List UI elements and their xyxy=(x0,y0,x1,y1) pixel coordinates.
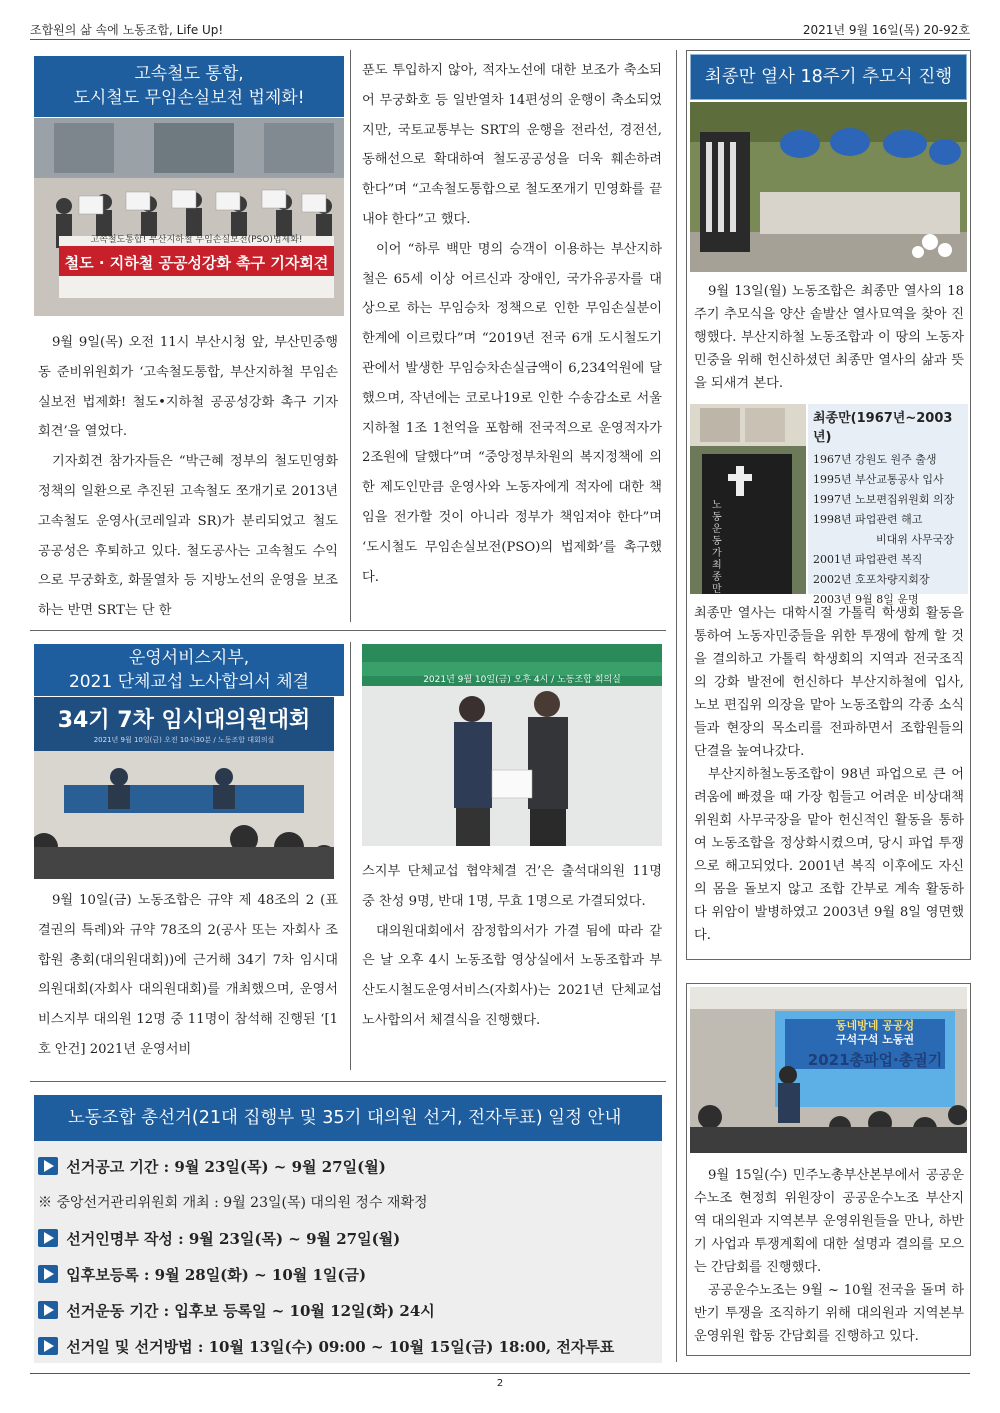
column-divider xyxy=(350,50,351,622)
article1-title-line2: 도시철도 무임손실보전 법제화! xyxy=(73,88,305,108)
election-item-text: 선거공고 기간 : 9월 23일(목) ~ 9월 27일(월) xyxy=(66,1158,386,1176)
paragraph: 부산지하철노동조합이 98년 파업으로 큰 어려움에 빠졌을 때 가장 힘들고 어려운 비상대책위원회 사무국장을 맡아 헌신적인 활동을 통하여 노동조합을 정상화시켰으며, 당시 파업 투쟁으로 해고되었다. 2001년 복직 이후에도 자신의 몸을 돌보지 않고 조합 간부로 계속 활동하다 위암이 발병하였고 2003년 9월 8일 영면했다. xyxy=(694,767,964,943)
bio-entry: 1967년 강원도 원주 출생 xyxy=(813,453,937,466)
meeting-banner-title: 34기 7차 임시대의원대회 xyxy=(57,708,311,733)
section-divider xyxy=(30,630,666,631)
column-divider xyxy=(350,642,351,1070)
article2-title xyxy=(34,644,344,696)
paragraph: 스지부 단체교섭 협약체결 건’은 출석대의원 11명 중 찬성 9명, 반대 1명, 무효 1명으로 가결되었다. xyxy=(362,864,662,909)
memorial-stone-inscription: 노동운동가 최종만 xyxy=(712,500,722,594)
delegates-meeting-photo xyxy=(34,697,334,879)
play-arrow-icon xyxy=(38,1301,58,1319)
paragraph: 9월 15일(수) 민주노총부산본부에서 공공운수노조 현정희 위원장이 공공운수노조 부산지역 대의원과 지역본부 운영위원들을 만나, 하반기 사업과 투쟁계획에 대한 설명과 결의를 모으는 간담회를 진행했다. xyxy=(694,1168,964,1275)
banner-title: 철도 · 지하철 공공성강화 촉구 기자회견 xyxy=(64,254,329,272)
article1-title-line1: 고속철도 통합, xyxy=(134,64,244,84)
article1-title xyxy=(34,56,344,117)
paragraph: 푼도 투입하지 않아, 적자노선에 대한 보조가 축소되어 무궁화호 등 일반열차 14편성의 운행이 축소되었지만, 국토교통부는 SRT의 운행을 전라선, 경전선, 동해선으로 확대하여 철도공공성을 더욱 훼손하려 한다”며 “고속철도통합으로 철도쪼개기 민영화를 끝내야 한다”고 했다. xyxy=(362,63,662,227)
article2-title-line2: 2021 단체교섭 노사합의서 체결 xyxy=(68,672,310,692)
election-schedule-title: 노동조합 총선거(21대 집행부 및 35기 대의원 선거, 전자투표) 일정 안내 xyxy=(34,1095,662,1141)
bio-entry: 2002년 호포차량지회장 xyxy=(813,573,930,586)
press-conference-photo xyxy=(34,118,344,316)
paragraph: 기자회견 참가자들은 “박근혜 정부의 철도민영화 정책의 일환으로 추진된 고속철도 쪼개기로 2013년 고속철도 운영사(코레일과 SR)가 분리되었고 철도공공성은 후퇴하고 있다. 철도공사는 고속철도 수익으로 무궁화호, 화물열차 등 지방노선의 운영을 보조하는 반면 SRT는 단 한 xyxy=(38,454,338,619)
article2-body-right xyxy=(362,857,662,1036)
election-item xyxy=(38,1264,366,1286)
header-issue-date: 2021년 9월 16일(목) 20-92호 xyxy=(802,23,970,37)
screen-slogan-3: 2021총파업·총궐기 xyxy=(807,1051,943,1069)
paragraph: 대의원대회에서 잠정합의서가 가결 됨에 따라 같은 날 오후 4시 노동조합 영상실에서 노동조합과 부산도시철도운영서비스(자회사)는 2021년 단체교섭 노사합의서 체결식을 진행했다. xyxy=(362,923,662,1028)
bio-entry: 2001년 파업관련 복직 xyxy=(813,553,923,566)
bio-entry: 1998년 파업관련 해고 xyxy=(813,513,923,526)
paragraph: 9월 13일(월) 노동조합은 최종만 열사의 18주기 추모식을 양산 솥발산 열사묘역을 찾아 진행했다. 부산지하철 노동조합과 이 땅의 노동자민중을 위해 헌신하셨던 최종만 열사의 삶과 뜻을 되새겨 본다. xyxy=(694,284,964,391)
paragraph: 최종만 열사는 대학시절 가톨릭 학생회 활동을 통하여 노동자민중들을 위한 투쟁에 함께 할 것을 결의하고 가톨릭 학생회의 지역과 전국조직의 강화 발전에 헌신하다 부산지하철에 입사, 노보 편집위 의장을 맡아 노동조합의 각종 소식들과 현장의 목소리를 전파하면서 조합원들의 단결을 높여나갔다. xyxy=(694,606,964,759)
screen-slogan-2: 구석구석 노동권 xyxy=(835,1033,915,1046)
bio-entry: 1997년 노보편집위원회 의장 xyxy=(813,493,955,506)
agreement-signing-photo xyxy=(362,644,662,846)
paragraph: 이어 “하루 백만 명의 승객이 이용하는 부산지하철은 65세 이상 어르신과 장애인, 국가유공자를 대상으로 하는 무임승차 정책으로 인한 무임손실분이 한계에 이르렀다”며 “2019년 전국 6개 도시철도기관에서 발생한 무임승차손실금액이 6,234억원에 달했으며, 작년에는 코로나19로 인한 수송감소로 서울지하철 1조 1천억을 포함해 전국적으로 운영적자가 2조원에 달했다”며 “중앙정부차원의 복지정책에 의한 제도인만큼 운영사와 노동자에게 적자에 대한 책임을 전가할 것이 아니라 정부가 책임져야 한다”며 ‘도시철도 무임손실보전(PSO)의 법제화’를 촉구했다. xyxy=(362,241,662,585)
page-header xyxy=(30,18,970,40)
bio-name: 최종만(1967년~2003년) xyxy=(813,411,953,445)
bio-entry: 비대위 사무국장 xyxy=(876,533,954,546)
bio-box xyxy=(808,404,968,606)
election-item-text: 선거인명부 작성 : 9월 23일(목) ~ 9월 27일(월) xyxy=(66,1230,401,1248)
election-item xyxy=(38,1336,614,1358)
play-arrow-icon xyxy=(38,1157,58,1175)
election-item-text: 입후보등록 : 9월 28일(화) ~ 10월 1일(금) xyxy=(66,1266,367,1284)
election-item-text: 선거일 및 선거방법 : 10월 13일(수) 09:00 ~ 10월 15일(금) 18:00, 전자투표 xyxy=(66,1338,615,1356)
screen-slogan-1: 동네방네 공공성 xyxy=(835,1019,915,1032)
bio-entry: 1995년 부산교통공사 입사 xyxy=(813,473,944,486)
election-item xyxy=(38,1156,386,1178)
page-footer xyxy=(30,1373,970,1389)
play-arrow-icon xyxy=(38,1229,58,1247)
banner-subtitle: 고속철도통합! 부산지하철 무임손실보전(PSO)법제화! xyxy=(90,235,303,245)
election-item-text: 선거운동 기간 : 입후보 등록일 ~ 10월 12일(화) 24시 xyxy=(66,1302,435,1320)
memorial-ceremony-photo xyxy=(690,102,967,272)
bio-entry: 2003년 9월 8일 운명 xyxy=(813,593,919,606)
meeting-banner-subtitle: 2021년 9월 10일(금) 오전 10시30분 / 노동조합 대회의실 xyxy=(93,736,275,744)
signing-banner: 2021년 9월 10일(금) 오후 4시 / 노동조합 회의실 xyxy=(423,675,621,685)
column-divider xyxy=(676,50,677,1362)
header-slogan: 조합원의 삶 속에 노동조합, Life Up! xyxy=(30,23,224,37)
election-item xyxy=(38,1300,435,1322)
article3-title: 최종만 열사 18주기 추모식 진행 xyxy=(690,54,967,100)
memorial-stone-photo xyxy=(690,404,806,594)
article2-title-line1: 운영서비스지부, xyxy=(128,648,250,668)
election-item xyxy=(38,1228,400,1250)
paragraph: 9월 9일(목) 오전 11시 부산시청 앞, 부산민중행동 준비위원회가 ‘고속철도통합, 부산지하철 무임손실보전 법제화! 철도•지하철 공공성강화 촉구 기자회견’을 열었다. xyxy=(38,335,338,440)
article3-intro xyxy=(694,280,964,395)
election-schedule-panel xyxy=(34,1095,662,1363)
election-note: ※ 중앙선거관리위원회 개최 : 9월 23일(목) 대의원 정수 재확정 xyxy=(38,1195,428,1211)
play-arrow-icon xyxy=(38,1265,58,1283)
article4-body xyxy=(694,1164,964,1348)
article1-body-right xyxy=(362,56,662,592)
article2-body-left xyxy=(38,886,338,1065)
section-divider xyxy=(30,1081,666,1082)
paragraph: 공공운수노조는 9월 ~ 10월 전국을 돌며 하반기 투쟁을 조직하기 위해 대의원과 지역본부 운영위원 합동 간담회를 진행하고 있다. xyxy=(694,1283,964,1344)
play-arrow-icon xyxy=(38,1337,58,1355)
article1-body-left xyxy=(38,328,338,626)
paragraph: 9월 10일(금) 노동조합은 규약 제 48조의 2 (표결권의 특례)와 규약 78조의 2(공사 또는 자회사 조합원 총회(대의원대회))에 근거해 34기 7차 임시대의원대회(자회사 대의원대회)를 개최했으며, 운영서비스지부 대의원 12명 중 11명이 참석해 진행된 ‘[1호 안건] 2021년 운영서비 xyxy=(38,893,338,1057)
union-meeting-photo xyxy=(690,987,967,1153)
article3-body xyxy=(694,602,964,947)
page-number: 2 xyxy=(496,1378,504,1389)
